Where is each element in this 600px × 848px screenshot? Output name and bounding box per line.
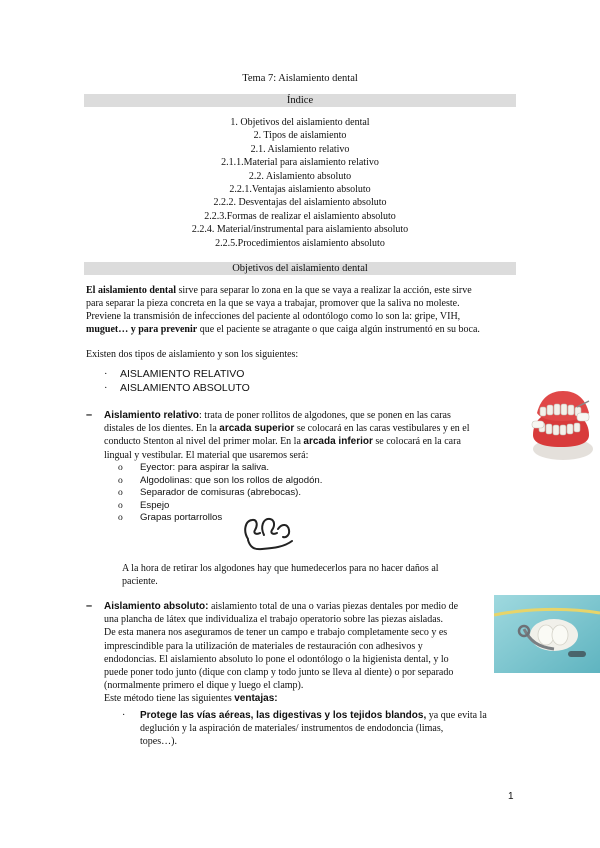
toc-item[interactable]: 2.2.4. Material/instrumental para aislamiento absoluto [191, 224, 409, 236]
ventaja-line2: deglución y la aspiración de materiales/ instrumentos de endodoncia (limas, [140, 722, 444, 734]
tipo-label: AISLAMIENTO ABSOLUTO [120, 381, 250, 394]
relativo-section [104, 409, 504, 462]
list-item [118, 462, 322, 475]
absoluto-line5: endodoncias. El aislamiento absoluto lo pone el odontólogo o la higienista dental, y lo [104, 653, 449, 665]
material-label: Espejo [140, 499, 170, 511]
intro-line1: sirve para separar lo zona en la que se vaya a realizar la acción, este sirve [176, 285, 472, 296]
circle-bullet-icon: o [118, 512, 123, 524]
toc-item[interactable]: 2.2.1.Ventajas aislamiento absoluto [229, 184, 371, 196]
material-label: Eyector: para aspirar la saliva. [140, 462, 270, 473]
material-label: Separador de comisuras (abrebocas). [140, 487, 302, 499]
arcada-inferior: arcada inferior [303, 436, 373, 448]
list-item [118, 500, 322, 513]
dental-model-photo [527, 383, 595, 465]
toc-item[interactable]: 2. Tipos de aislamiento [253, 130, 347, 142]
tipos-intro: Existen dos tipos de aislamiento y son los siguientes: [86, 349, 299, 360]
ventajas-list [122, 710, 492, 748]
ventaja-line1: ya que evita la [426, 710, 487, 721]
absoluto-line7: (normalmente primero el dique y luego el clamp). [104, 680, 304, 692]
objectives-header: Objetivos del aislamiento dental [84, 262, 516, 275]
dash-bullet-icon: – [86, 409, 93, 421]
intro-bold-lead: El aislamiento dental [86, 285, 177, 296]
circle-bullet-icon: o [118, 462, 123, 473]
rubber-dam-photo [494, 595, 600, 673]
list-item [104, 382, 250, 396]
table-of-contents [0, 116, 600, 250]
document-title: Tema 7: Aislamiento dental [242, 73, 358, 84]
absoluto-line4: imprescindible para la utilización de materiales de restauración con adhesivos y [104, 640, 423, 652]
ventaja-bold: Protege las vías aéreas, las digestivas y los tejidos blandos, [140, 710, 427, 721]
absoluto-line6: puede poner todo junto (dique con clamp y todo junto se lleva al diente) o por separado [104, 667, 454, 679]
retirar-line2: paciente. [122, 575, 158, 587]
grapa-portarrollos-icon [240, 513, 300, 555]
intro-line4: que el paciente se atragante o que caiga algún instrumentó en su boca. [197, 324, 480, 335]
ventajas-label: ventajas: [234, 693, 278, 705]
retirar-line1: A la hora de retirar los algodones hay que humedecerlos para no hacer daños al [122, 563, 439, 574]
arcada-superior: arcada superior [219, 423, 295, 435]
retirar-paragraph [122, 563, 502, 588]
material-label: Grapas portarrollos [140, 512, 223, 524]
circle-bullet-icon: o [118, 499, 123, 511]
toc-item[interactable]: 2.1. Aislamiento relativo [250, 143, 350, 155]
relativo-line4: lingual y vestibular. El material que usaremos será: [104, 449, 309, 461]
absoluto-section [104, 600, 496, 706]
intro-paragraph [86, 284, 518, 336]
relativo-bold-lead: Aislamiento relativo [104, 410, 200, 421]
material-label: Algodolinas: que son los rollos de algodón. [140, 474, 323, 486]
absoluto-line8: Este método tiene las siguientes [104, 693, 235, 705]
list-item [118, 475, 322, 488]
toc-item[interactable]: 2.1.1.Material para aislamiento relativo [221, 157, 379, 169]
intro-line3: Previene la transmisión de infecciones del paciente al odontólogo como lo son la: gripe, VIH, [86, 311, 461, 322]
intro-muguet: muguet… [86, 324, 129, 335]
toc-item[interactable]: 2.2. Aislamiento absoluto [248, 170, 352, 182]
bullet-icon: · [104, 369, 108, 380]
index-header: Índice [84, 94, 516, 107]
toc-item[interactable]: 1. Objetivos del aislamiento dental [230, 117, 370, 128]
toc-item[interactable]: 2.2.3.Formas de realizar el aislamiento absoluto [204, 210, 396, 222]
intro-prevenir: y para prevenir [128, 324, 198, 335]
ventaja-line3: topes…). [140, 735, 177, 747]
relativo-line3c: se colocará en la cara [372, 436, 461, 448]
bullet-icon: · [104, 382, 108, 394]
absoluto-line2: una plancha de látex que individualiza el trabajo operatorio sobre las piezas aisladas. [104, 614, 444, 626]
relativo-line1: : trata de poner rollitos de algodones, que se ponen en las caras [199, 410, 451, 421]
toc-item[interactable]: 2.2.5.Procedimientos aislamiento absoluto [215, 237, 385, 249]
relativo-line3a: conducto Stenton al nivel del primer molar. En la [104, 436, 304, 448]
relativo-line2c: se colocará en las caras vestibulares y en el [294, 423, 470, 435]
page-number: 1 [508, 791, 514, 802]
absoluto-line3: De esta manera nos aseguramos de tener un campo e trabajo completamente seco y es [104, 627, 448, 639]
intro-line2: para separar la pieza concreta en la que se vaya a trabajar, promover que la saliva no moleste. [86, 298, 460, 309]
dash-bullet-icon: – [86, 600, 93, 612]
bullet-icon: · [122, 710, 126, 721]
tipo-label: AISLAMIENTO RELATIVO [120, 368, 245, 380]
relativo-line2a: distales de los dientes. En la [104, 423, 220, 435]
absoluto-bold-lead: Aislamiento absoluto: [104, 601, 209, 612]
list-item [118, 487, 322, 500]
absoluto-line1: aislamiento total de una o varias piezas dentales por medio de [208, 601, 459, 612]
circle-bullet-icon: o [118, 474, 123, 486]
tipos-list [104, 368, 250, 395]
list-item [104, 368, 250, 382]
circle-bullet-icon: o [118, 487, 123, 499]
toc-item[interactable]: 2.2.2. Desventajas del aislamiento absoluto [213, 197, 387, 209]
